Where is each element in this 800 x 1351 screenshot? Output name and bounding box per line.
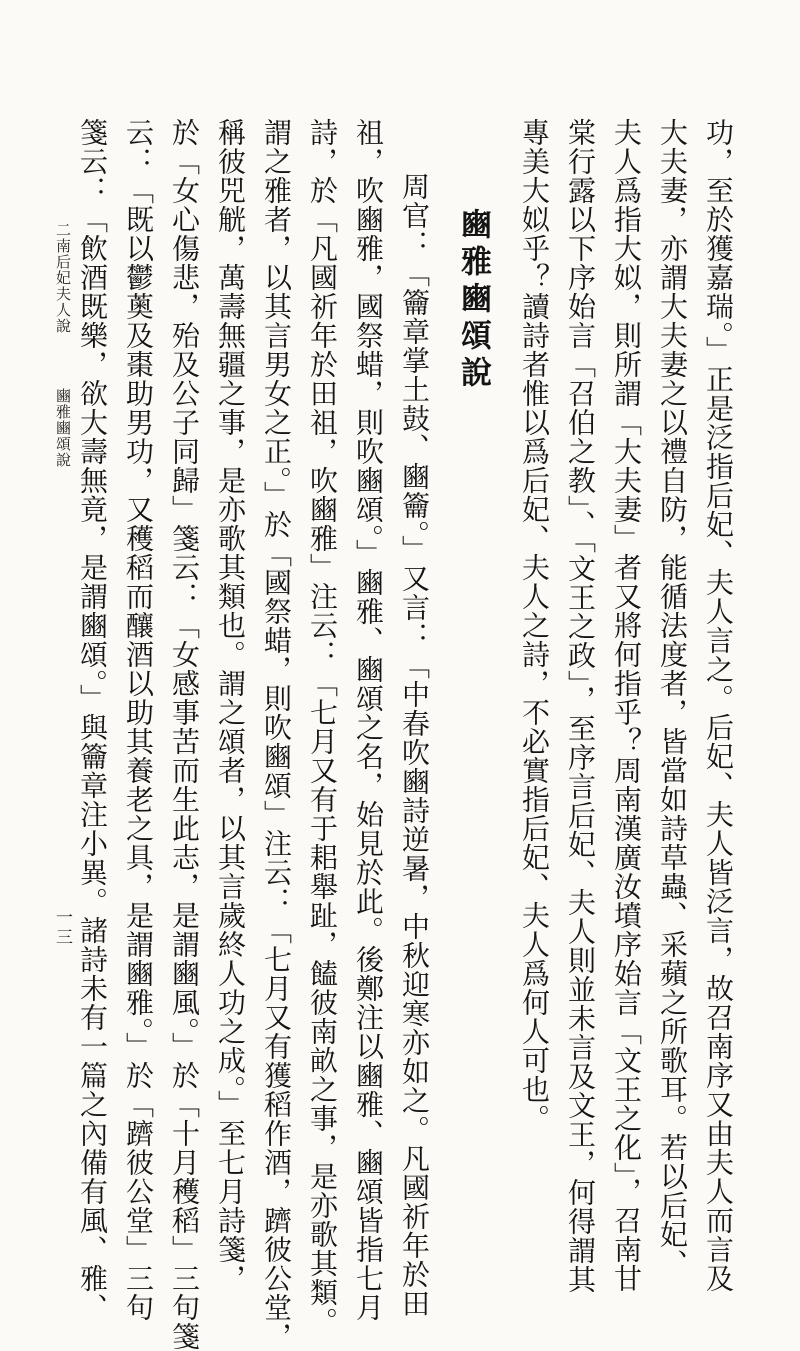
text-column-prev-5: 專美大姒乎？讀詩者惟以爲后妃、夫人之詩，不必實指后妃、夫人爲何人可也。 bbox=[518, 118, 551, 1133]
running-footer-right: 豳雅豳頌說 bbox=[54, 388, 72, 468]
text-column-prev-2: 大夫妻，亦謂大夫妻之以禮自防，能循法度者，皆當如詩草蟲、采蘋之所歌耳。若以后妃、 bbox=[656, 118, 689, 1278]
section-title: 豳雅豳頌說 bbox=[455, 208, 491, 393]
text-column-body-3: 詩，於「凡國祈年於田祖，吹豳雅」注云：「七月又有于耜舉趾，饁彼南畝之事，是亦歌其類。 bbox=[306, 118, 339, 1336]
text-column-prev-1: 功，至於獲嘉瑞。」正是泛指后妃、夫人言之。后妃、夫人皆泛言，故召南序又由夫人而言及 bbox=[702, 118, 735, 1293]
text-column-prev-4: 棠行露以下序始言「召伯之教」、「文王之政」，至序言后妃、夫人則並未言及文王，何得謂其 bbox=[564, 118, 597, 1294]
text-column-body-6: 於「女心傷悲，殆及公子同歸」箋云：「女感事苦而生此志，是謂豳風。」於「十月穫稻」三句箋 bbox=[168, 118, 201, 1351]
text-column-prev-3: 夫人爲指大姒，則所謂「大夫妻」者又將何指乎？周南漢廣汝墳序始言「文王之化」，召南甘 bbox=[610, 118, 643, 1293]
running-footer-left: 二南后妃夫人說 bbox=[54, 222, 72, 334]
text-column-body-8: 箋云：「飲酒既樂，欲大壽無竟，是謂豳頌。」與籥章注小異。諸詩未有一篇之內備有風、雅、 bbox=[76, 118, 109, 1322]
text-column-body-7: 云：「既以鬱薁及棗助男功，又穫稻而釀酒以助其養老之具，是謂豳雅。」於「躋彼公堂」三句 bbox=[122, 118, 155, 1322]
text-column-body-4: 謂之雅者，以其言男女之正。」於「國祭蜡，則吹豳頌」注云：「七月又有獲稻作酒，躋彼公堂， bbox=[260, 118, 293, 1351]
text-column-body-2: 祖，吹豳雅，國祭蜡，則吹豳頌。」豳雅、豳頌之名，始見於此。後鄭注以豳雅、豳頌皆指七月 bbox=[352, 118, 385, 1322]
page-number: 一三 bbox=[52, 908, 72, 948]
text-column-body-1: 周官：「籥章掌土鼓、豳籥。」又言：「中春吹豳詩逆暑，中秋迎寒亦如之。凡國祈年於田 bbox=[398, 172, 431, 1318]
text-column-body-5: 稱彼兕觥，萬壽無疆之事，是亦歌其類也。謂之頌者，以其言歲終人功之成。」至七月詩箋， bbox=[214, 118, 247, 1293]
